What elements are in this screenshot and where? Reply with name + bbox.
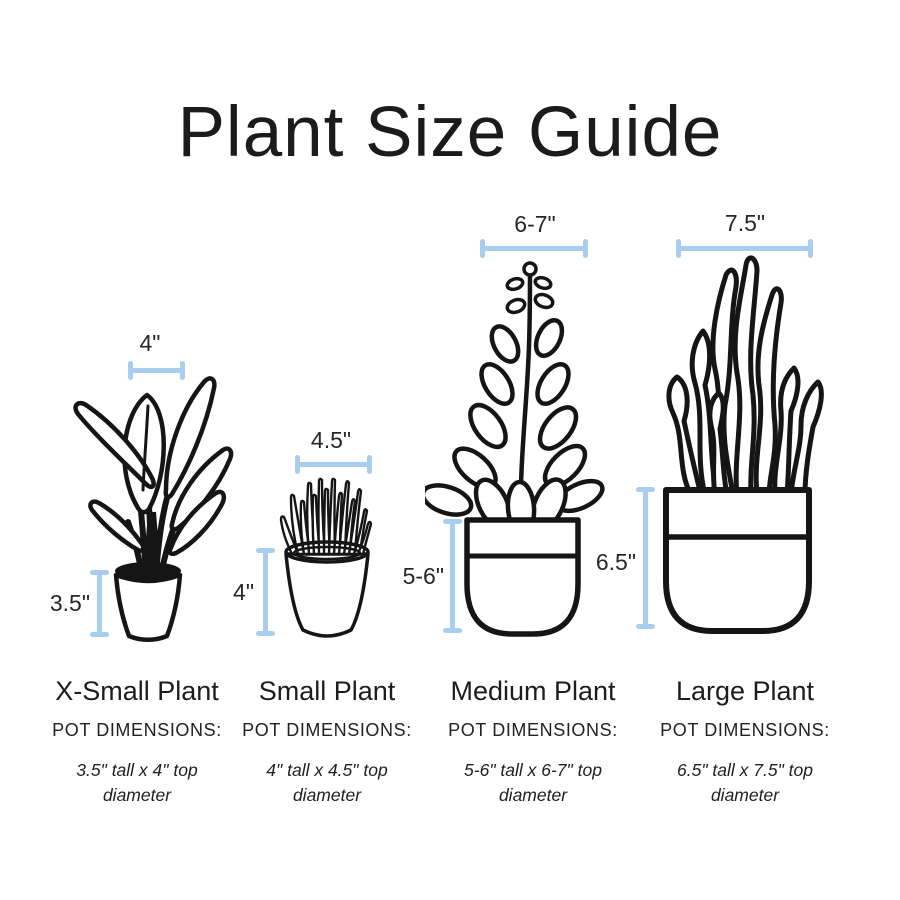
plant-name: Large Plant [675,676,815,706]
pot-dimensions-value: 5-6" tall x 6-7" top diameter [464,760,602,806]
pot-dimensions-heading: POT DIMENSIONS: [448,720,618,740]
xsmall-height-label: 3.5" [49,590,90,616]
large-plant-info [640,676,850,809]
pot-dimensions-value: 4" tall x 4.5" top diameter [266,760,388,806]
pot-dimensions-heading: POT DIMENSIONS: [242,720,412,740]
small-width-measure-bar [295,462,372,467]
pot-dimensions-value: 6.5" tall x 7.5" top diameter [677,760,813,806]
small-height-label: 4" [233,579,254,605]
x-small-plant-illustration [66,372,234,644]
plant-name: Medium Plant [450,676,616,706]
large-height-label: 6.5" [595,549,636,575]
xsmall-width-label: 4" [139,330,161,356]
small-width-label: 4.5" [310,427,352,453]
large-width-label: 7.5" [724,210,766,236]
medium-plant-illustration [425,256,605,642]
pot-dimensions-heading: POT DIMENSIONS: [52,720,222,740]
pot-dimensions-value: 3.5" tall x 4" top diameter [76,760,198,806]
medium-height-label: 5-6" [402,563,444,589]
plant-name: X-Small Plant [55,676,219,706]
medium-width-label: 6-7" [514,211,556,237]
medium-plant-info [428,676,638,809]
small-plant-illustration [258,468,394,642]
large-width-measure-bar [676,246,813,251]
small-plant-info [222,676,432,809]
page-title: Plant Size Guide [177,93,723,172]
large-plant-illustration [633,253,848,637]
plant-name: Small Plant [258,676,396,706]
pot-dimensions-heading: POT DIMENSIONS: [660,720,830,740]
xsmall-plant-info [32,676,242,809]
medium-width-measure-bar [480,246,588,251]
